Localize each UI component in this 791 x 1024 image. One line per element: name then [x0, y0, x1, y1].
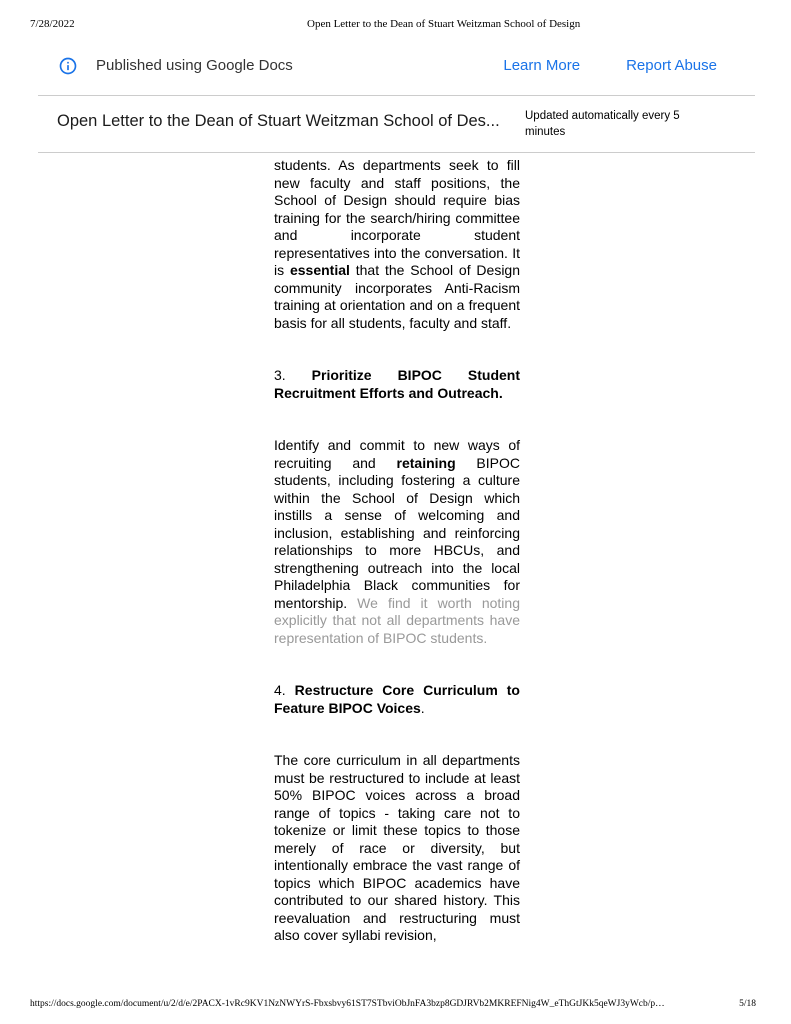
header-divider: [38, 152, 755, 153]
report-abuse-link[interactable]: Report Abuse: [626, 57, 717, 74]
published-text: Published using Google Docs: [96, 57, 293, 74]
footer-url: https://docs.google.com/document/u/2/d/e/2PACX-1vRc9KV1NzNWYrS-Fbxsbvy61ST7STbviObJnFA3bzp8GDJRVb2MKREFNig4W_eThGtJKk5qeWJ3yWcb/p…: [30, 999, 665, 1009]
footer-page-indicator: 5/18: [739, 999, 756, 1009]
paragraph-curriculum: [274, 752, 520, 945]
heading-4: [274, 682, 520, 717]
banner-links: [503, 57, 717, 74]
text-run: that the School of Design community incorporates Anti-Racism training at orientation and on a frequent basis for all students, faculty and staff.: [274, 262, 521, 331]
print-title: Open Letter to the Dean of Stuart Weitzman School of Design: [307, 18, 581, 30]
heading-number: 4.: [274, 682, 295, 698]
learn-more-link[interactable]: Learn More: [503, 57, 581, 74]
banner-divider: [38, 95, 755, 96]
heading-number: 3.: [274, 367, 312, 383]
document-title: Open Letter to the Dean of Stuart Weitzman School of Des...: [57, 112, 500, 130]
paragraph-continuation: [274, 157, 520, 332]
paragraph-recruitment: [274, 437, 520, 647]
text-run: The core curriculum in all departments must be restructured to include at least 50% BIPOC voices across a broad range of topics - taking care not to tokenize or limit these topics to those merely of race or diversity, but intentionally embrace the vast range of topics which BIPOC academics have contributed to our shared history. This reevaluation and restructuring must also cover syllabi revision,: [274, 752, 520, 943]
updated-note: Updated automatically every 5 minutes: [525, 110, 680, 138]
text-run-gray: We find it worth noting explicitly that not all departments have representation of BIPOC students.: [274, 594, 520, 646]
text-run-bold: retaining: [396, 454, 456, 471]
text-run: Identify and commit to new ways of recruiting and: [274, 437, 520, 471]
text-run: BIPOC students, including fostering a culture within the School of Design which instills a sense of welcoming and inclusion, establishing and reinforcing relationships to more HBCUs, and strengthening outreach into the local Philadelphia Black communities for mentorship.: [274, 454, 520, 611]
print-footer: [30, 999, 756, 1009]
heading-3: [274, 367, 520, 402]
print-date: 7/28/2022: [30, 18, 75, 30]
heading-text-bold: Prioritize BIPOC Student Recruitment Efforts and Outreach.: [274, 367, 520, 401]
published-banner: [0, 47, 791, 84]
info-icon: [58, 56, 78, 76]
document-body: [274, 157, 520, 980]
text-run-bold: essential: [289, 262, 350, 278]
heading-period: .: [420, 699, 425, 716]
text-run: students. As departments seek to fill new faculty and staff positions, the School of Design should require bias training for the search/hiring committee and incorporate student representatives into the conversation. It is: [274, 157, 520, 278]
heading-text-bold: Restructure Core Curriculum to Feature BIPOC Voices: [274, 682, 520, 716]
